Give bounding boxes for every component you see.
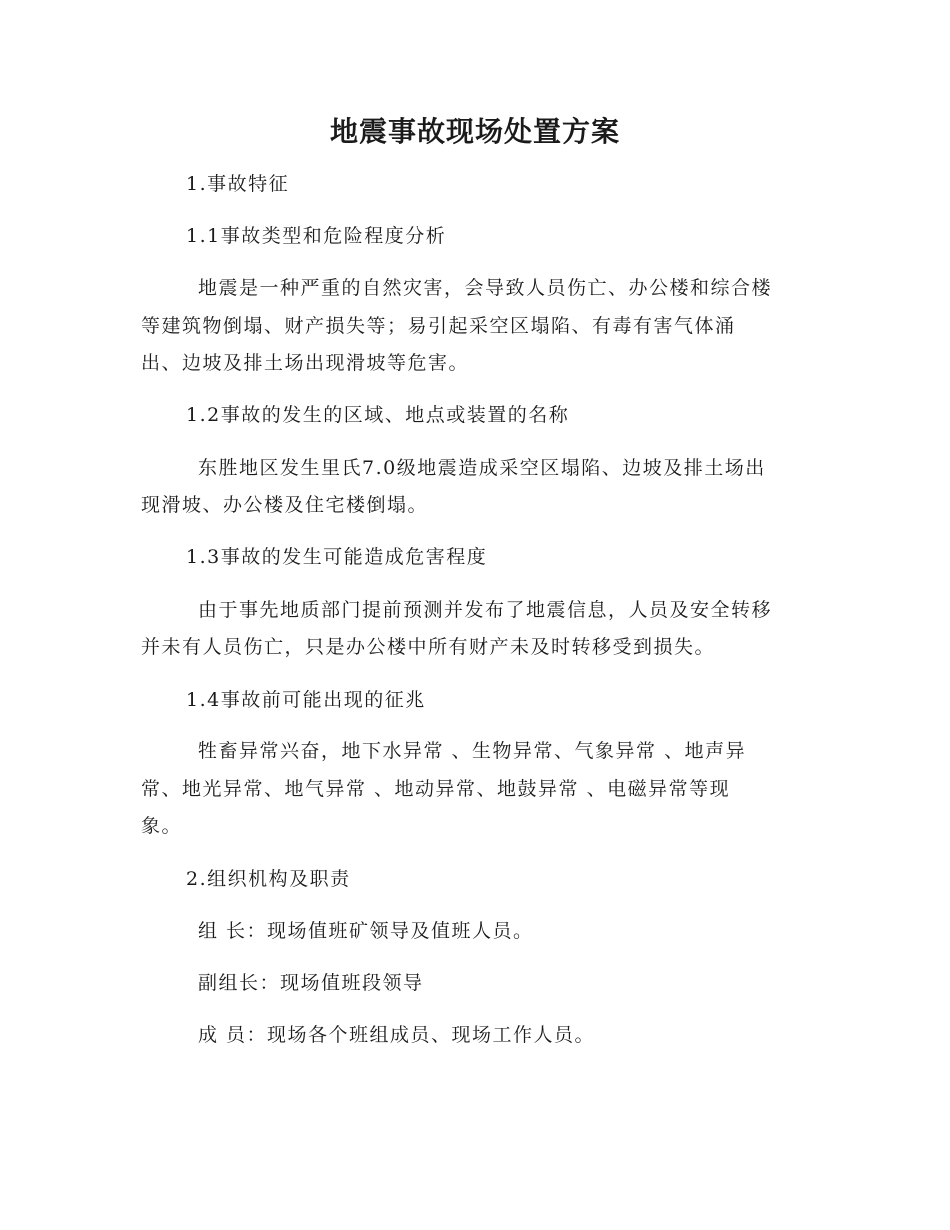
paragraph-line: 并未有人员伤亡，只是办公楼中所有财产未及时转移受到损失。 [141, 636, 716, 658]
section-heading-1-4: 1.4事故前可能出现的征兆 [186, 689, 426, 711]
role-members: 成 员：现场各个班组成员、现场工作人员。 [198, 1024, 596, 1046]
paragraph-line: 东胜地区发生里氏7.0级地震造成采空区塌陷、边坡及排土场出 [198, 457, 766, 479]
paragraph-line: 由于事先地质部门提前预测并发布了地震信息，人员及安全转移 [198, 599, 773, 621]
paragraph-line: 常、地光异常、地气异常 、地动异常、地鼓异常 、电磁异常等现 [141, 778, 731, 800]
document-title: 地震事故现场处置方案 [329, 115, 620, 148]
section-heading-1-3: 1.3事故的发生可能造成危害程度 [186, 546, 488, 568]
role-leader: 组 长：现场值班矿领导及值班人员。 [198, 920, 534, 942]
paragraph-line: 出、边坡及排土场出现滑坡等危害。 [141, 352, 470, 374]
paragraph-line: 牲畜异常兴奋，地下水异常 、生物异常、气象异常 、地声异 [198, 740, 747, 762]
paragraph-line: 象。 [141, 815, 183, 837]
paragraph-line: 地震是一种严重的自然灾害，会导致人员伤亡、办公楼和综合楼 [198, 277, 773, 299]
paragraph-line: 等建筑物倒塌、财产损失等；易引起采空区塌陷、有毒有害气体涌 [141, 315, 736, 337]
role-deputy-leader: 副组长：现场值班段领导 [198, 972, 424, 994]
section-heading-2: 2.组织机构及职责 [186, 868, 351, 890]
section-heading-1: 1.事故特征 [186, 173, 290, 195]
section-heading-1-1: 1.1事故类型和危险程度分析 [186, 225, 447, 247]
section-heading-1-2: 1.2事故的发生的区域、地点或装置的名称 [186, 404, 570, 426]
paragraph-line: 现滑坡、办公楼及住宅楼倒塌。 [141, 494, 429, 516]
